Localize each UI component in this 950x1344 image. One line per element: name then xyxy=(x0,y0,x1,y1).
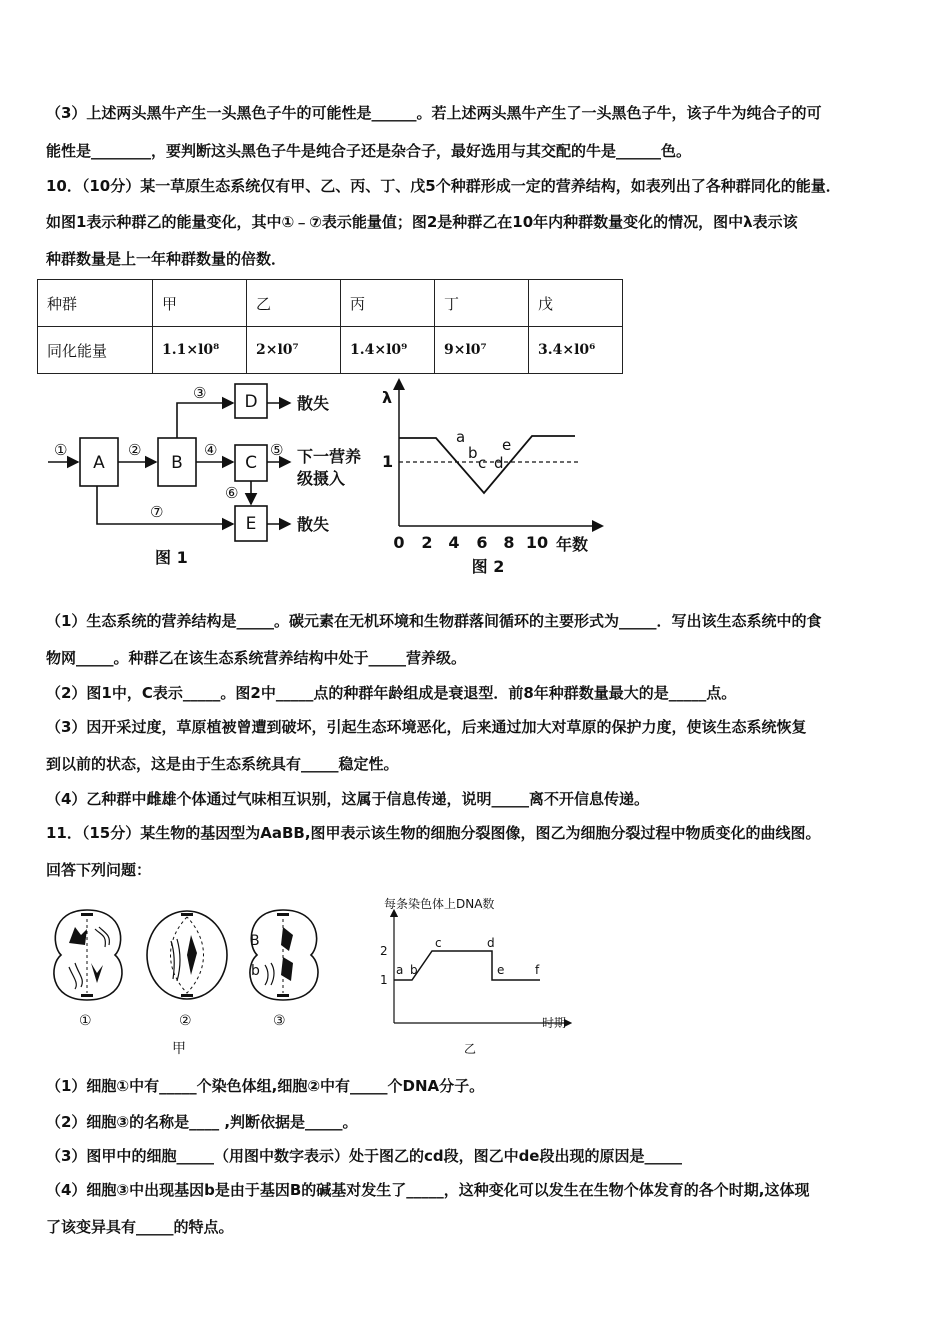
x-tick: 0 xyxy=(393,533,405,552)
q10-sub1-line2: 物网_____。种群乙在该生态系统营养结构中处于_____营养级。 xyxy=(46,649,467,667)
centriole xyxy=(181,994,193,997)
chromosome xyxy=(281,927,293,951)
fig-jia-caption: 甲 xyxy=(172,1041,186,1057)
dna-per-chromosome-chart xyxy=(370,893,585,1063)
table-cell: 3.4×l0⁶ xyxy=(529,327,623,374)
point-label-c: c xyxy=(478,454,487,472)
table-row xyxy=(38,327,623,374)
centriole xyxy=(81,913,93,916)
x-tick: 6 xyxy=(476,533,488,552)
arrow-label-1: ① xyxy=(54,441,68,459)
box-label-c: C xyxy=(245,453,257,473)
arrow-label-3: ③ xyxy=(193,384,207,402)
x-tick: 8 xyxy=(503,533,515,552)
fig-yi-caption: 乙 xyxy=(464,1042,477,1056)
cell-label-2: ② xyxy=(179,1013,192,1029)
q11-sub3: （3）图甲中的细胞_____（用图中数字表示）处于图乙的cd段，图乙中de段出现的原因是_____ xyxy=(46,1147,682,1165)
chromosome-outline xyxy=(69,963,82,989)
y-axis-label: 每条染色体上DNA数 xyxy=(384,897,495,911)
arrow-label-2: ② xyxy=(128,441,142,459)
fig2-caption: 图 2 xyxy=(471,557,505,576)
lambda-curve xyxy=(399,436,575,493)
cell-label-1: ① xyxy=(79,1013,92,1029)
table-row-label: 同化能量 xyxy=(38,327,153,374)
box-label-d: D xyxy=(244,392,258,412)
chromosome xyxy=(91,963,103,983)
centriole xyxy=(277,994,289,997)
arrow-label-4: ④ xyxy=(204,441,218,459)
energy-flow-diagram xyxy=(40,378,385,578)
y-tick-1: 1 xyxy=(380,973,388,987)
point-label-d: d xyxy=(487,936,495,950)
x-axis-unit: 年数 xyxy=(555,535,589,554)
chromosome-outline xyxy=(95,927,109,947)
next-level-label-1: 下一营养 xyxy=(297,447,362,466)
point-label-e: e xyxy=(497,963,505,977)
q9-part3-line2: 能性是________，要判断这头黑色子牛是纯合子还是杂合子，最好选用与其交配的牛是______色。 xyxy=(46,142,692,160)
q9-part3-line1: （3）上述两头黑牛产生一头黑色子牛的可能性是______。若上述两头黑牛产生了一头黑色子牛，该子牛为纯合子的可 xyxy=(46,104,822,122)
point-label-a: a xyxy=(456,428,466,446)
x-tick: 2 xyxy=(421,533,433,552)
box-label-e: E xyxy=(245,514,257,534)
arrow-label-5: ⑤ xyxy=(270,441,284,459)
chromosome xyxy=(281,957,293,981)
arrow-7 xyxy=(97,486,233,524)
arrow-3 xyxy=(177,403,233,438)
chromosome xyxy=(69,927,87,945)
y-tick-2: 2 xyxy=(380,944,388,958)
table-header-cell: 丙 xyxy=(341,280,435,327)
table-cell: 9×l0⁷ xyxy=(435,327,529,374)
q10-sub4: （4）乙种群中雌雄个体通过气味相互识别，这属于信息传递，说明_____离不开信息传递。 xyxy=(46,790,649,808)
table-header-cell: 甲 xyxy=(153,280,247,327)
arrow-label-7: ⑦ xyxy=(150,503,164,521)
chromosome-outline xyxy=(171,939,180,981)
cell-1-outline xyxy=(54,910,122,1000)
point-label-b: b xyxy=(410,963,418,977)
q10-sub1-line1: （1）生态系统的营养结构是_____。碳元素在无机环境和生物群落间循环的主要形式为_____．写出该生态系统中的食 xyxy=(46,612,822,630)
q10-sub3-line2: 到以前的状态，这是由于生态系统具有_____稳定性。 xyxy=(46,755,399,773)
table-header-cell: 戊 xyxy=(529,280,623,327)
cell-label-3: ③ xyxy=(273,1013,286,1029)
next-level-label-2: 级摄入 xyxy=(297,469,346,488)
centriole xyxy=(81,994,93,997)
cell-3-outline xyxy=(250,910,318,1000)
centriole xyxy=(181,913,193,916)
energy-table xyxy=(37,279,623,374)
table-cell: 2×l0⁷ xyxy=(247,327,341,374)
lambda-curve-chart xyxy=(372,376,612,581)
lost-label-d: 散失 xyxy=(297,394,330,413)
y-tick-1: 1 xyxy=(382,452,394,471)
point-label-d: d xyxy=(494,454,504,472)
point-label-b: b xyxy=(468,444,478,462)
q10-intro-line2: 如图1表示种群乙的能量变化，其中①﹣⑦表示能量值；图2是种群乙在10年内种群数量变化的情况，图中λ表示该 xyxy=(46,213,798,231)
lost-label-e: 散失 xyxy=(297,515,330,534)
y-axis-label: λ xyxy=(382,388,393,407)
table-header-row xyxy=(38,280,623,327)
table-header-cell: 乙 xyxy=(247,280,341,327)
table-cell: 1.4×l0⁹ xyxy=(341,327,435,374)
point-label-a: a xyxy=(396,963,404,977)
x-axis-label: 时期 xyxy=(542,1016,567,1030)
box-label-a: A xyxy=(93,453,105,473)
point-label-c: c xyxy=(435,936,442,950)
point-label-f: f xyxy=(535,963,540,977)
arrow-label-6: ⑥ xyxy=(225,484,239,502)
gene-label-b: b xyxy=(251,963,260,979)
cell-division-figure xyxy=(45,905,335,1060)
fig1-caption: 图 1 xyxy=(155,548,188,567)
table-header-cell: 丁 xyxy=(435,280,529,327)
x-tick: 4 xyxy=(448,533,460,552)
q11-sub1: （1）细胞①中有_____个染色体组,细胞②中有_____个DNA分子。 xyxy=(46,1077,485,1095)
x-tick: 10 xyxy=(525,533,549,552)
q11-intro-line1: 11．（15分）某生物的基因型为AaBB,图甲表示该生物的细胞分裂图像，图乙为细胞分裂过程中物质变化的曲线图。 xyxy=(46,824,821,842)
chromosome-outline xyxy=(265,963,274,985)
gene-label-B: B xyxy=(250,933,260,949)
q11-intro-line2: 回答下列问题： xyxy=(46,861,152,879)
centriole xyxy=(277,913,289,916)
box-label-b: B xyxy=(171,453,183,473)
q10-intro-line3: 种群数量是上一年种群数量的倍数． xyxy=(46,250,287,268)
table-cell: 1.1×l0⁸ xyxy=(153,327,247,374)
q11-sub2: （2）细胞③的名称是____ ,判断依据是_____。 xyxy=(46,1113,358,1131)
q10-sub3-line1: （3）因开采过度，草原植被曾遭到破坏，引起生态环境恶化，后来通过加大对草原的保护力度，使该生态系统恢复 xyxy=(46,718,807,736)
q11-sub4-line2: 了该变异具有_____的特点。 xyxy=(46,1218,234,1236)
q11-sub4-line1: （4）细胞③中出现基因b是由于基因B的碱基对发生了_____，这种变化可以发生在生物个体发育的各个时期,这体现 xyxy=(46,1181,810,1199)
point-label-e: e xyxy=(502,436,512,454)
table-header-cell: 种群 xyxy=(38,280,153,327)
chromosome xyxy=(187,935,197,975)
q10-intro-line1: 10．（10分）某一草原生态系统仅有甲、乙、丙、丁、戊5个种群形成一定的营养结构，如表列出了各种群同化的能量． xyxy=(46,177,841,195)
q10-sub2: （2）图1中，C表示_____。图2中_____点的种群年龄组成是衰退型．前8年种群数量最大的是_____点。 xyxy=(46,684,737,702)
